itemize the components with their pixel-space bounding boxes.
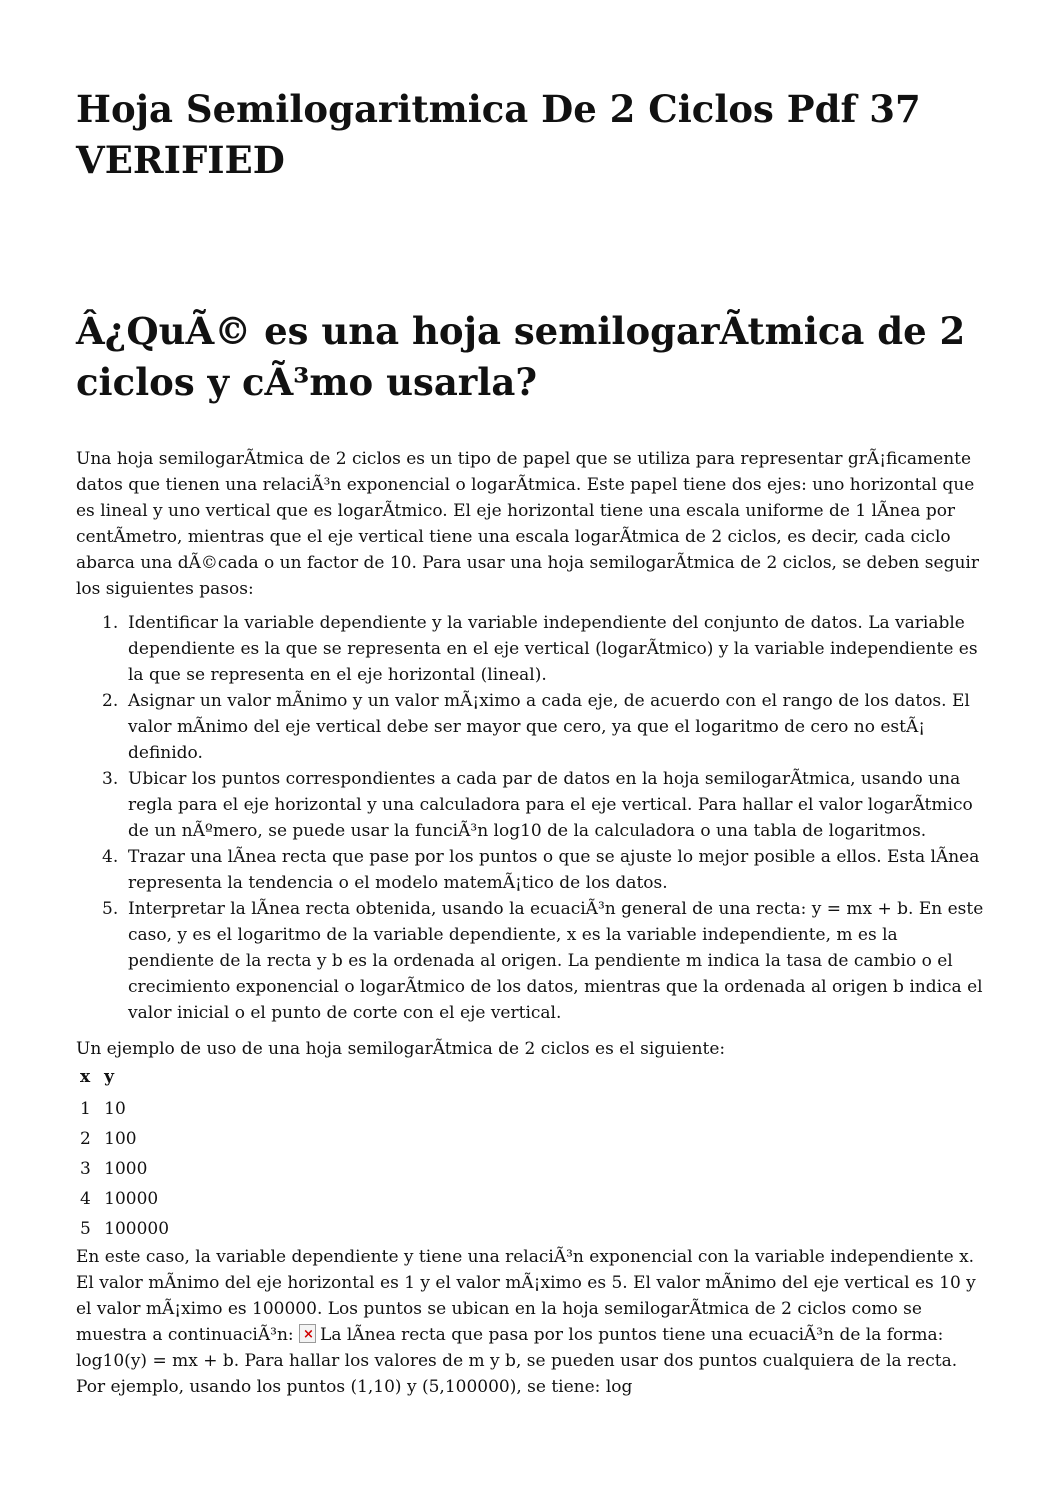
column-header-x: x [80,1067,91,1087]
list-item [76,688,986,766]
list-item [76,766,986,844]
list-item-text: Identificar la variable dependiente y la variable independiente del conjunto de datos. La variable dependiente es la que se representa en el eje vertical (logarÃtmico) y la variable independiente es la que se representa en el eje horizontal (lineal). [128,613,978,685]
example-intro: Un ejemplo de uso de una hoja semilogarÃtmica de 2 ciclos es el siguiente: [76,1039,726,1059]
table-cell-y: 100 [104,1129,137,1149]
list-item [76,896,986,1026]
list-item [76,610,986,688]
explanation-paragraph [76,1244,986,1400]
list-item-number: 4. [102,847,119,867]
table-row [76,1124,169,1154]
table-row [76,1184,169,1214]
table-cell-y: 10 [104,1099,126,1119]
example-data-table [76,1064,169,1244]
explanation-text-part2: La lÃnea recta que pasa por los puntos tiene una ecuaciÃ³n de la forma: log10(y) = mx + b. Para hallar los valores de m y b, se pueden usar dos puntos cualquiera de la recta. Por ejemplo, usando los puntos (1,10) y (5,100000), se tiene: log [76,1325,958,1397]
table-cell-y: 10000 [104,1189,159,1209]
table-cell-y: 1000 [104,1159,148,1179]
list-item-text: Ubicar los puntos correspondientes a cada par de datos en la hoja semilogarÃtmica, usando una regla para el eje horizontal y una calculadora para el eje vertical. Para hallar el valor logarÃtmico de un nÃºmero, se puede usar la funciÃ³n log10 de la calculadora o una tabla de logaritmos. [128,769,973,841]
table-header-row [76,1064,169,1094]
list-item-number: 3. [102,769,119,789]
intro-paragraph: Una hoja semilogarÃtmica de 2 ciclos es un tipo de papel que se utiliza para representar grÃ¡ficamente datos que tienen una relaciÃ³n exponencial o logarÃtmica. Este papel tiene dos ejes: uno horizontal que es lineal y uno vertical que es logarÃtmico. El eje horizontal tiene una escala uniforme de 1 lÃnea por centÃmetro, mientras que el eje vertical tiene una escala logarÃtmica de 2 ciclos, es decir, cada ciclo abarca una dÃ©cada o un factor de 10. Para usar una hoja semilogarÃtmica de 2 ciclos, se deben seguir los siguientes pasos: [76,449,979,599]
list-item-number: 5. [102,899,119,919]
steps-list [76,610,986,1026]
list-item-text: Interpretar la lÃnea recta obtenida, usando la ecuaciÃ³n general de una recta: y = mx + b. En este caso, y es el logaritmo de la variable dependiente, x es la variable independiente, m es la pendiente de la recta y b es la ordenada al origen. La pendiente m indica la tasa de cambio o el crecimiento exponencial o logarÃtmico de los datos, mientras que la ordenada al origen b indica el valor inicial o el punto de corte con el eje vertical. [128,899,984,1023]
table-cell-y: 100000 [104,1219,170,1239]
table-cell-x: 4 [80,1189,91,1209]
document-page [76,84,986,1400]
table-cell-x: 5 [80,1219,91,1239]
table-row [76,1154,169,1184]
document-title: Hoja Semilogaritmica De 2 Ciclos Pdf 37 VERIFIED [76,87,921,182]
list-item-number: 1. [102,613,119,633]
table-cell-x: 2 [80,1129,91,1149]
list-item-text: Trazar una lÃnea recta que pase por los puntos o que se ajuste lo mejor posible a ellos. Esta lÃnea representa la tendencia o el modelo matemÃ¡tico de los datos. [128,847,980,893]
table-cell-x: 3 [80,1159,91,1179]
list-item-number: 2. [102,691,119,711]
list-item-text: Asignar un valor mÃnimo y un valor mÃ¡ximo a cada eje, de acuerdo con el rango de los datos. El valor mÃnimo del eje vertical debe ser mayor que cero, ya que el logaritmo de cero no estÃ¡ definido. [128,691,970,763]
explanation-text-part1: En este caso, la variable dependiente y tiene una relaciÃ³n exponencial con la variable independiente x. El valor mÃnimo del eje horizontal es 1 y el valor mÃ¡ximo es 5. El valor mÃnimo del eje vertical es 10 y el valor mÃ¡ximo es 100000. Los puntos se ubican en la hoja semilogarÃtmica de 2 ciclos como se muestra a continuaciÃ³n: [76,1247,976,1345]
list-item [76,844,986,896]
column-header-y: y [104,1067,115,1087]
section-heading: Â¿QuÃ© es una hoja semilogarÃtmica de 2 ciclos y cÃ³mo usarla? [76,309,966,404]
table-cell-x: 1 [80,1099,91,1119]
table-row [76,1094,169,1124]
table-row [76,1214,169,1244]
broken-image-icon [299,1324,316,1343]
